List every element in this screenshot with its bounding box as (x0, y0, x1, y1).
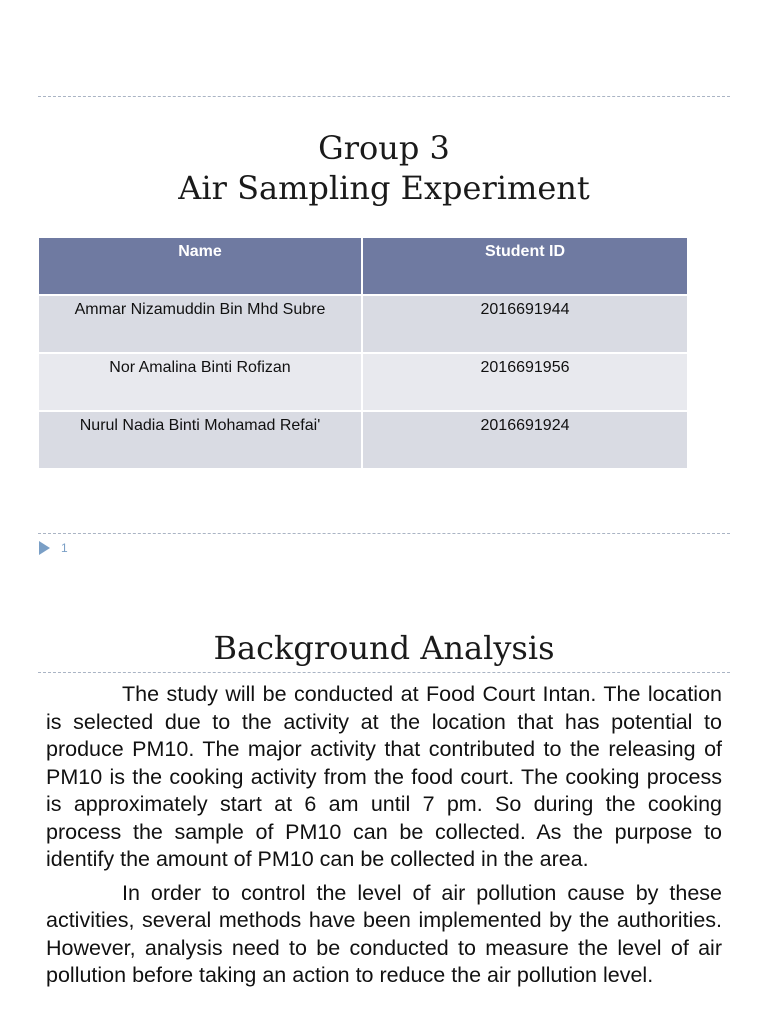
paragraph: The study will be conducted at Food Court Intan. The location is selected due to the activity at the location that has potential to produce PM10. The major activity that contributed to the releasing of PM10 is the cooking activity from the food court. The cooking process is approximately start at 6 am until 7 pm. So during the cooking process the sample of PM10 can be collected. As the purpose to identify the amount of PM10 can be collected in the area. (46, 682, 722, 871)
table-row (39, 295, 687, 353)
student-name-cell: Nurul Nadia Binti Mohamad Refai' (39, 411, 362, 468)
play-arrow-icon (39, 541, 50, 555)
dashed-divider-under-title (38, 672, 730, 673)
column-header-student-id: Student ID (362, 238, 687, 295)
student-name-cell: Ammar Nizamuddin Bin Mhd Subre (39, 295, 362, 353)
slide1-title-line2: Air Sampling Experiment (178, 169, 590, 207)
column-header-name: Name (39, 238, 362, 295)
slide-number-marker (39, 541, 68, 555)
table-row (39, 411, 687, 468)
student-table (39, 238, 687, 468)
slide-number: 1 (61, 541, 68, 555)
student-id-cell: 2016691956 (362, 353, 687, 411)
paragraph: In order to control the level of air pollution cause by these activities, several methods have been implemented by the authorities. However, analysis need to be conducted to measure the level of air pollution before taking an action to reduce the air pollution level. (46, 880, 722, 987)
slide1-title-line1: Group 3 (318, 129, 450, 167)
student-id-cell: 2016691924 (362, 411, 687, 468)
dashed-divider-footer (38, 533, 730, 534)
dashed-divider-top (38, 96, 730, 97)
table-row (39, 353, 687, 411)
table-header-row (39, 238, 687, 295)
slide2-title: Background Analysis (213, 629, 555, 667)
student-id-cell: 2016691944 (362, 295, 687, 353)
student-name-cell: Nor Amalina Binti Rofizan (39, 353, 362, 411)
background-analysis-body (46, 681, 722, 996)
